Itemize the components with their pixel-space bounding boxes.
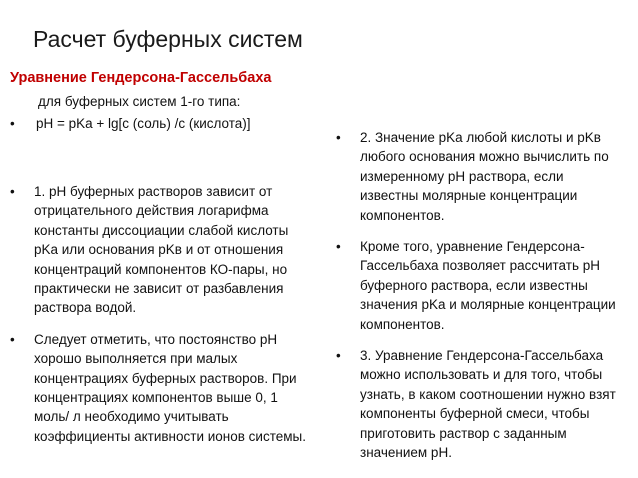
list-item-text: 3. Уравнение Гендерсона-Гассельбаха можно использовать и для того, чтобы узнать, в каком соотношении нужно взят компоненты буферной смеси, чтобы приготовить раствор с заданным значением pH. — [360, 348, 616, 461]
bullet-icon: • — [336, 130, 341, 145]
left-bullet-list — [8, 182, 308, 458]
list-item — [334, 128, 618, 225]
formula-text: pH = pKa + lg[c (соль) /c (кислота)] — [36, 116, 251, 131]
list-item — [334, 346, 618, 462]
list-item-text: Следует отметить, что постоянство pH хорошо выполняется при малых концентрациях буферных растворов. При концентрациях компонентов выше 0, 1 моль/ л необходимо учитывать коэффициенты активности ионов системы. — [34, 331, 306, 444]
list-item — [8, 182, 308, 318]
right-bullet-list — [334, 128, 618, 475]
bullet-icon: • — [336, 348, 341, 364]
bullet-icon: • — [10, 116, 15, 131]
list-item — [334, 237, 618, 334]
bullet-icon: • — [10, 184, 15, 199]
equation-heading: Уравнение Гендерсона-Гассельбаха — [10, 70, 272, 86]
bullet-icon: • — [336, 239, 341, 255]
bullet-icon: • — [10, 331, 15, 347]
list-item-text: Кроме того, уравнение Гендерсона-Гассельбаха позволяет рассчитать pH буферного раствора, если известны значения pKa и молярные концентрации компонентов. — [360, 239, 616, 332]
henderson-formula — [10, 116, 251, 131]
list-item-text: 2. Значение pKa любой кислоты и pKв любого основания можно вычислить по измеренному pH раствора, если известны молярные концентрации компонентов. — [360, 130, 609, 223]
list-item-text: 1. pH буферных растворов зависит от отрицательного действия логарифма константы диссоциации слабой кислоты pKa или основания pKв и от отношения концентраций компонентов КО-пары, но практически не зависит от разбавления раствора водой. — [34, 184, 289, 316]
slide-title: Расчет буферных систем — [33, 26, 303, 52]
buffer-type-caption: для буферных систем 1-го типа: — [38, 94, 241, 109]
list-item — [8, 330, 308, 446]
